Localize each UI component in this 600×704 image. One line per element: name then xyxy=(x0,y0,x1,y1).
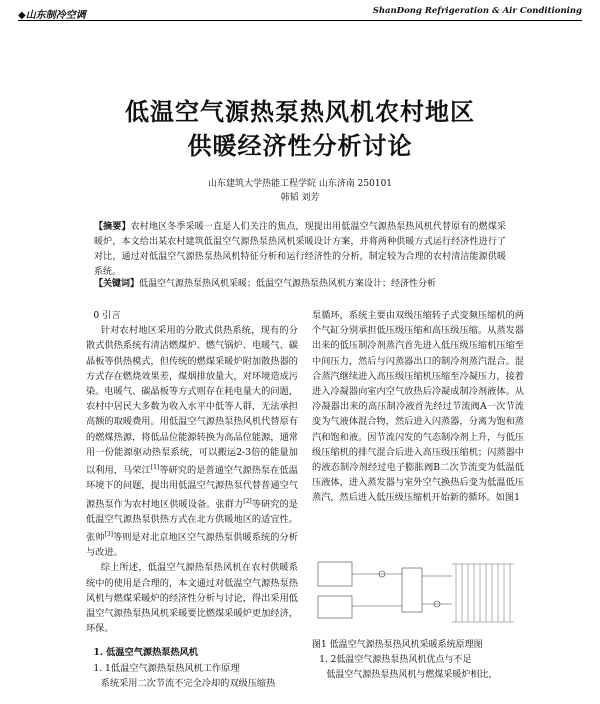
header-rule xyxy=(18,20,582,21)
principle-paragraph-cont: 泵循环，系统主要由双级压缩转子式变频压缩机的两个气缸分别承担低压级压缩和高压级压缩。从蒸发器出来的低压制冷剂蒸汽首先进入低压级压缩机压缩至中间压力，然后与闪蒸器出口的制冷剂蒸汽混合。混合蒸汽继续进入高压级压缩机压缩至冷凝压力，接着进入冷凝器向室内空气放热后冷凝成制冷剂液体。从冷凝器出来的高压制冷液首先经过节流阀A一次节流变为气液体混合物，然后进入闪蒸器，分离为饱和蒸汽和饱和液。因节流闪发的气态制冷剂上升，与低压级压缩机的排气混合后进入高压级压缩机；闪蒸器中的液态制冷剂经过电子膨胀阀B二次节流变为低温低压液体，进入蒸发器与室外空气换热后变为低温低压蒸汽，然后进入低压级压缩机开始新的循环。如图1 xyxy=(312,310,524,504)
figure-flash-tank xyxy=(402,568,422,612)
paper-title-line1: 低温空气源热泵热风机农村地区 xyxy=(125,98,475,126)
citation-3: [3] xyxy=(104,530,113,538)
intro-text-a: 针对农村地区采用的分散式供热系统，现有的分散式供热系统有清洁燃煤炉、燃气锅炉、电暖气、碳晶板等供热模式，但传统的燃煤采暖炉附加散热器的方式存在燃烧效果差，煤烟排放量大，对环境造成污染。电暖气、碳晶板等方式则存在耗电量大的问题，农村中居民大多数为收入水平中低等人群，无法承担高额的取暖费用。用低温空气源热泵热风机代替原有的燃煤热源，将低品位能源转换为高品位能源，通常用一份能源驱动热泵系统，可以搬运2-3倍的能量加以利用，马荣江 xyxy=(86,325,298,477)
journal-name-en: ShanDong Refrigeration & Air Conditioning xyxy=(372,6,582,16)
intro-text-c: 等研究的是低温空气源热泵供热方式在北方供暖地区的适宜性。张帅 xyxy=(86,498,298,544)
figure-area-text xyxy=(312,638,524,683)
affiliation: 山东建筑大学热能工程学院 山东济南 250101 xyxy=(207,179,393,189)
intro-heading: 0 引言 xyxy=(93,310,121,321)
authors: 韩韬 刘芳 xyxy=(280,193,320,203)
abstract-text: 农村地区冬季采暖一直是人们关注的焦点，现提出用低温空气源热泵热风机代替原有的燃煤采暖炉，本文给出某农村建筑低温空气源热泵热风机采暖设计方案，并将两种供暖方式运行经济性进行了对比，通过对低温空气源热泵热风机特征分析和运行经济性的分析，制定较为合理的农村清洁能源供暖系统。 xyxy=(94,222,506,277)
section-1-2-heading: 1. 2低温空气源热泵热风机优点与不足 xyxy=(319,655,472,665)
left-column xyxy=(86,308,298,691)
keywords xyxy=(94,277,506,292)
figure-1-schematic xyxy=(312,556,524,630)
journal-name-cn: ◆山东制冷空调 xyxy=(18,10,86,21)
running-header xyxy=(18,5,582,21)
figure-evaporator-coil xyxy=(452,564,514,622)
keywords-text: 低温空气源热泵热风机采暖；低温空气源热泵热风机方案设计；经济性分析 xyxy=(139,279,437,289)
abstract xyxy=(94,220,506,280)
section-1-heading: 1. 低温空气源热泵热风机 xyxy=(93,647,199,659)
section-1-1-heading: 1. 1低温空气源热泵热风机工作原理 xyxy=(93,662,240,674)
paper-title-line2: 供暖经济性分析讨论 xyxy=(187,132,413,160)
intro-paragraph xyxy=(86,323,298,560)
citation-1: [1] xyxy=(150,464,160,472)
abstract-label: 【摘要】 xyxy=(94,222,131,232)
citation-2: [2] xyxy=(243,497,252,505)
figure-condenser-box xyxy=(318,562,352,586)
principle-paragraph: 系统采用二次节流不完全冷却的双级压缩热 xyxy=(100,677,276,689)
advantages-paragraph: 低温空气源热泵热风机与燃煤采暖炉相比， xyxy=(326,670,498,680)
keywords-label: 【关键词】 xyxy=(94,279,140,289)
intro-text-d: 等则是对北京地区空气源热泵供暖系统的分析与改进。 xyxy=(86,532,298,559)
figure-compressor-box xyxy=(318,596,352,618)
summary-paragraph: 综上所述，低温空气源热泵热风机在农村供暖系统中的使用是合理的，本文通过对低温空气源热泵热风机与燃煤采暖炉的经济性分析与讨论，得出采用低温空气源热泵热风机采暖要比燃煤采暖炉更加经济，环保。 xyxy=(86,562,298,635)
right-column xyxy=(312,308,524,506)
intro-text-b: 等研究的是普通空气源热泵在低温环境下的问题，提出用低温空气源热泵代替普通空气源热泵作为农村地区供暖设备。张群力 xyxy=(86,465,298,510)
figure-1-caption: 图1 低温空气源热泵热风机采暖系统原理图 xyxy=(312,640,483,650)
